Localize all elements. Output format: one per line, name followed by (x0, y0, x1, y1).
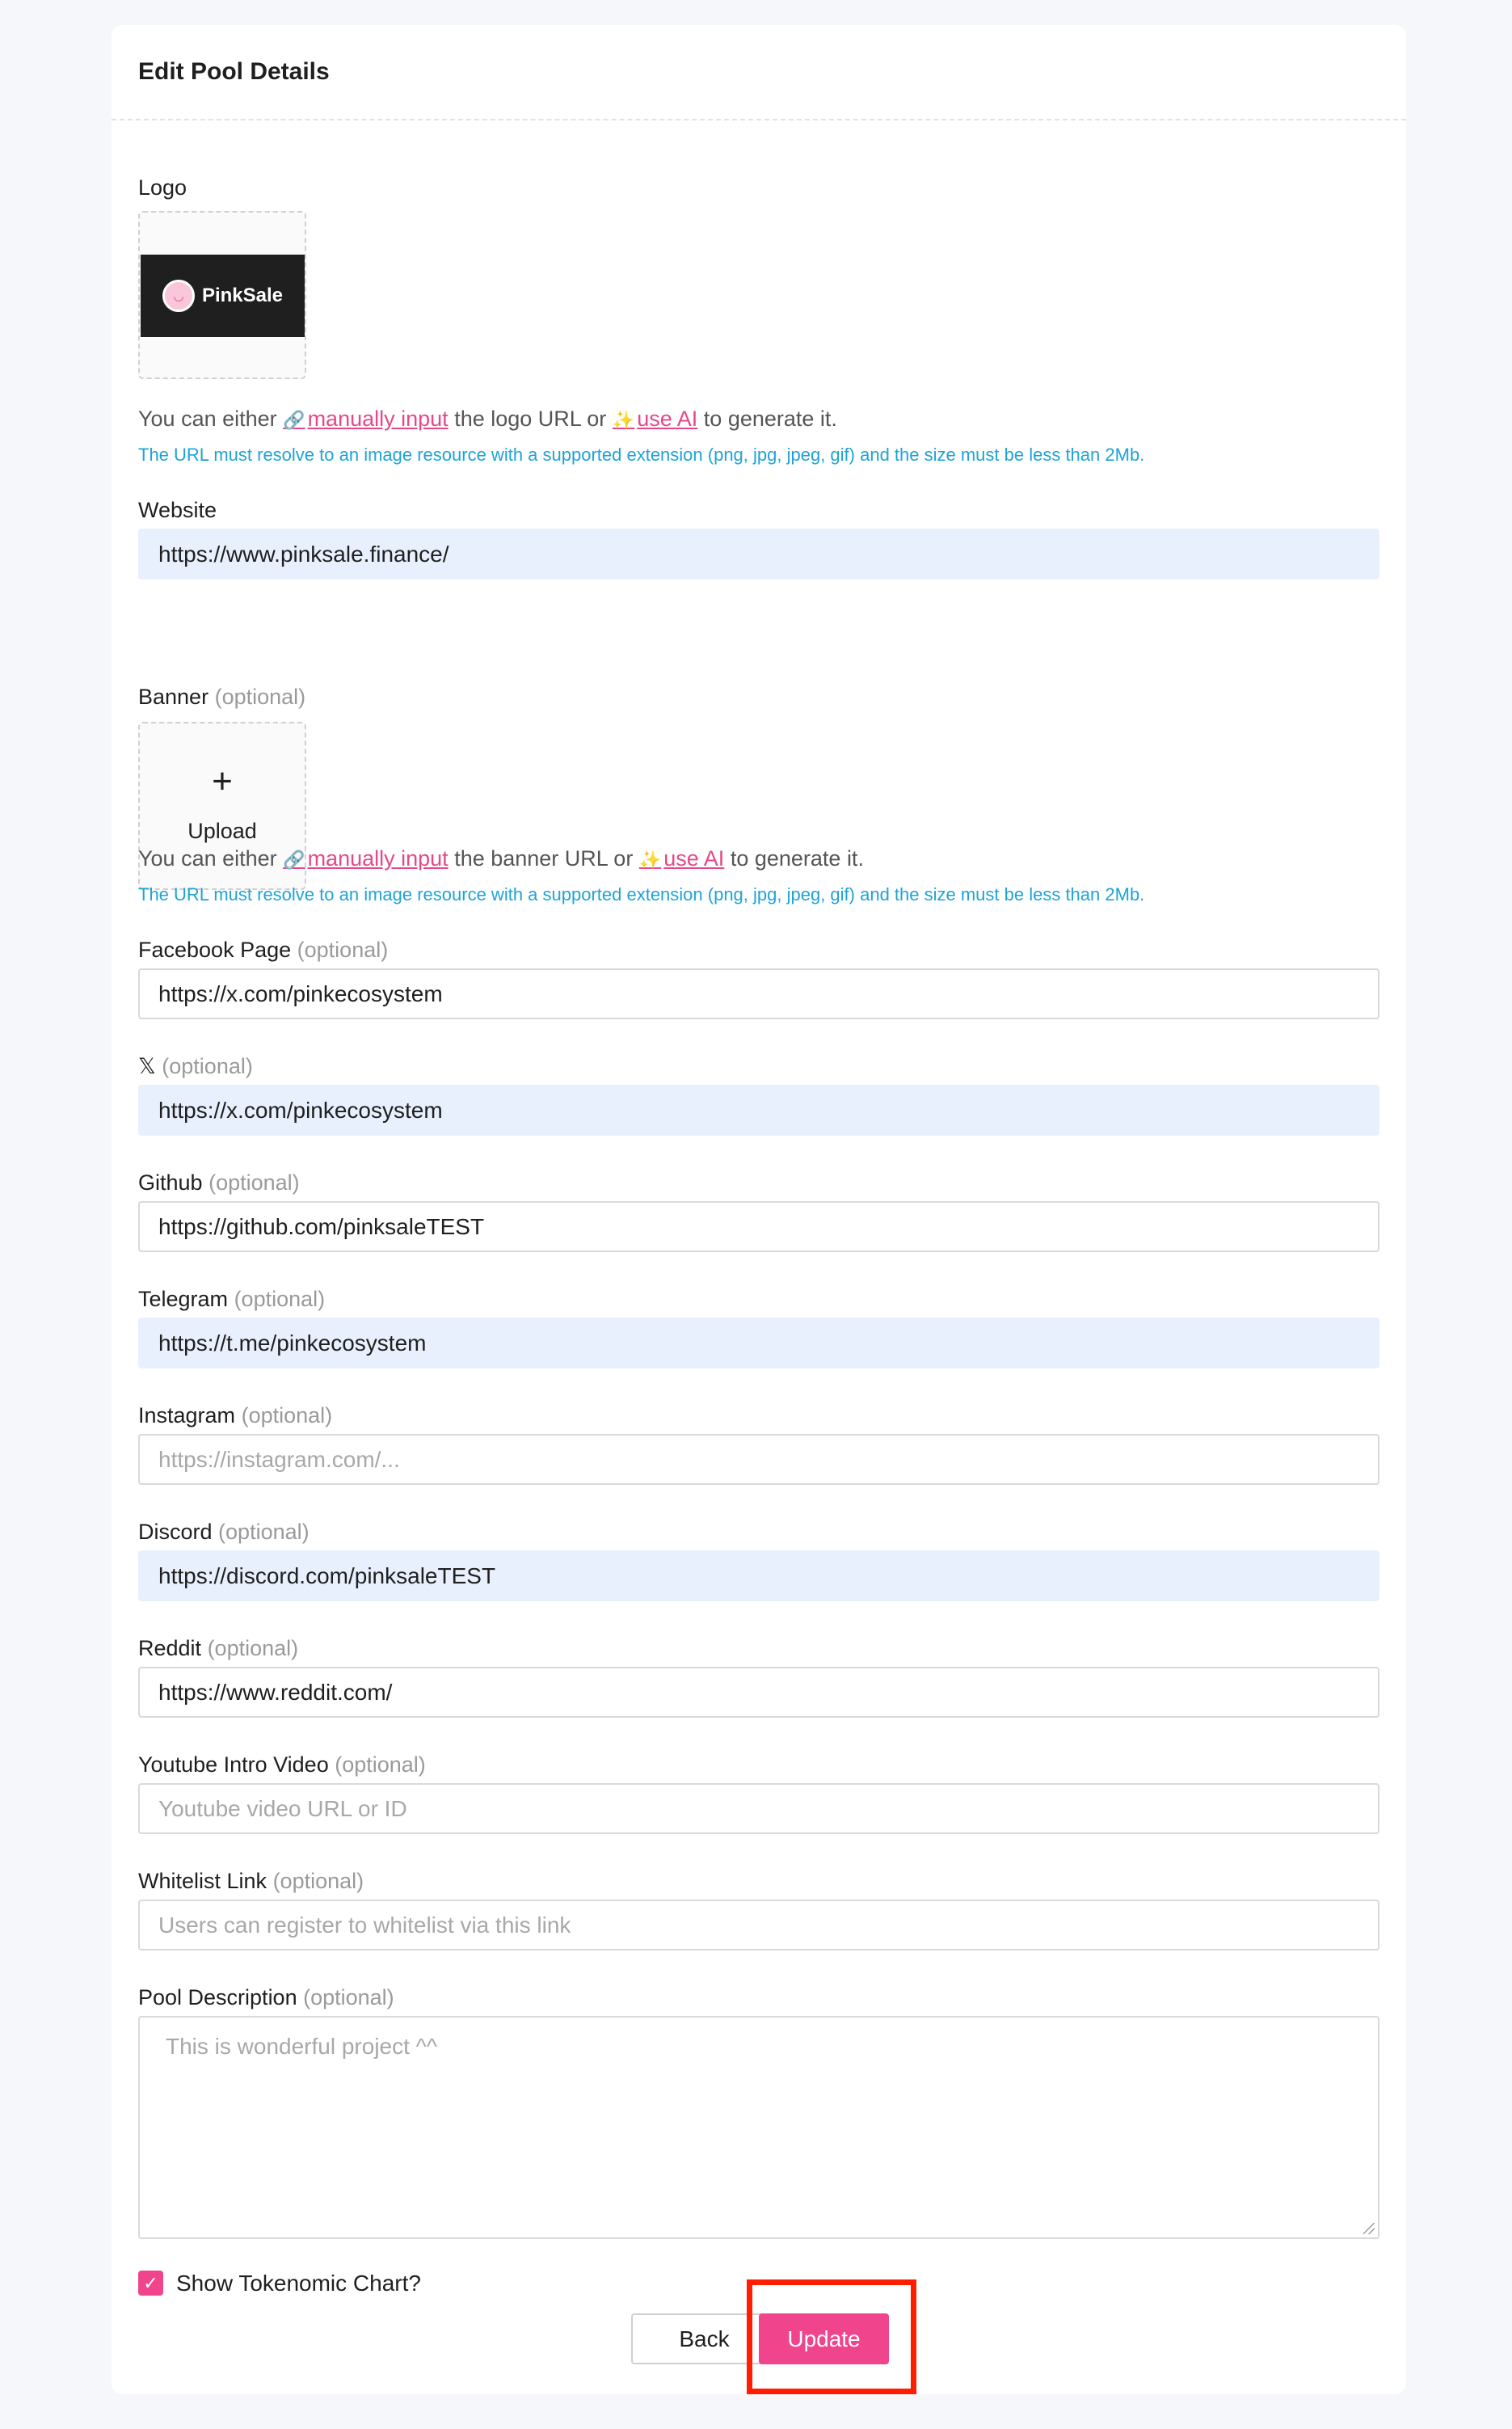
tokenomic-checkbox[interactable] (138, 2271, 163, 2296)
logo-use-ai-link[interactable]: ✨ use AI (612, 407, 698, 431)
card-header (112, 25, 1406, 120)
plus-icon: + (212, 761, 233, 801)
description-label: Pool Description (optional) (138, 1985, 394, 2009)
check-icon: ✓ (143, 2272, 158, 2293)
banner-helper: You can either 🔗 manually input the banner URL or ✨ use AI to generate it. (138, 846, 864, 871)
reddit-input[interactable]: https://www.reddit.com/ (138, 1667, 1379, 1718)
reddit-label: Reddit (optional) (138, 1636, 299, 1660)
x-input[interactable]: https://x.com/pinkecosystem (138, 1085, 1379, 1136)
logo-manual-input-link[interactable]: 🔗 manually input (283, 407, 449, 431)
discord-input[interactable]: https://discord.com/pinksaleTEST (138, 1550, 1379, 1601)
facebook-label: Facebook Page (optional) (138, 938, 389, 962)
github-input[interactable]: https://github.com/pinksaleTEST (138, 1201, 1379, 1252)
instagram-label: Instagram (optional) (138, 1403, 333, 1427)
magic-wand-icon: ✨ (612, 410, 635, 430)
telegram-input[interactable]: https://t.me/pinkecosystem (138, 1318, 1379, 1368)
facebook-input[interactable]: https://x.com/pinkecosystem (138, 968, 1379, 1019)
tokenomic-label[interactable]: Show Tokenomic Chart? (176, 2271, 421, 2296)
banner-note: The URL must resolve to an image resource with a supported extension (png, jpg, jpeg, gif) and the size must be less than 2Mb. (138, 884, 1145, 905)
logo-note: The URL must resolve to an image resource with a supported extension (png, jpg, jpeg, gif) and the size must be less than 2Mb. (138, 445, 1145, 465)
update-button[interactable]: Update (759, 2313, 889, 2364)
update-highlight-box (747, 2279, 916, 2394)
banner-label: Banner (optional) (138, 685, 306, 709)
page-title: Edit Pool Details (138, 58, 330, 85)
youtube-input[interactable]: Youtube video URL or ID (138, 1783, 1379, 1834)
discord-label: Discord (optional) (138, 1520, 310, 1544)
x-label: 𝕏 (optional) (138, 1054, 253, 1078)
logo-label: Logo (138, 175, 187, 200)
link-icon: 🔗 (283, 410, 305, 430)
pinksale-logo-icon: ◡ (162, 280, 195, 312)
banner-use-ai-link[interactable]: ✨ use AI (638, 846, 725, 871)
link-icon: 🔗 (283, 850, 305, 870)
resize-handle-icon[interactable] (1363, 2223, 1375, 2234)
logo-helper: You can either 🔗 manually input the logo URL or ✨ use AI to generate it. (138, 407, 837, 431)
back-button[interactable]: Back (631, 2313, 777, 2364)
logo-image-text: PinkSale (201, 285, 284, 306)
logo-upload[interactable] (138, 211, 306, 379)
whitelist-input[interactable]: Users can register to whitelist via this link (138, 1900, 1379, 1950)
x-logo-icon: 𝕏 (138, 1054, 156, 1078)
telegram-label: Telegram (optional) (138, 1287, 326, 1311)
banner-manual-input-link[interactable]: 🔗 manually input (283, 846, 449, 871)
upload-label: Upload (187, 819, 257, 843)
description-placeholder: This is wonderful project ^^ (166, 2034, 437, 2059)
magic-wand-icon: ✨ (638, 850, 662, 870)
edit-pool-card (112, 25, 1406, 2394)
website-input[interactable]: https://www.pinksale.finance/ (138, 529, 1379, 580)
youtube-label: Youtube Intro Video (optional) (138, 1752, 426, 1777)
website-label: Website (138, 498, 217, 522)
logo-preview (141, 255, 305, 337)
instagram-input[interactable]: https://instagram.com/... (138, 1434, 1379, 1485)
github-label: Github (optional) (138, 1170, 300, 1195)
description-textarea[interactable] (138, 2016, 1379, 2239)
whitelist-label: Whitelist Link (optional) (138, 1869, 364, 1893)
